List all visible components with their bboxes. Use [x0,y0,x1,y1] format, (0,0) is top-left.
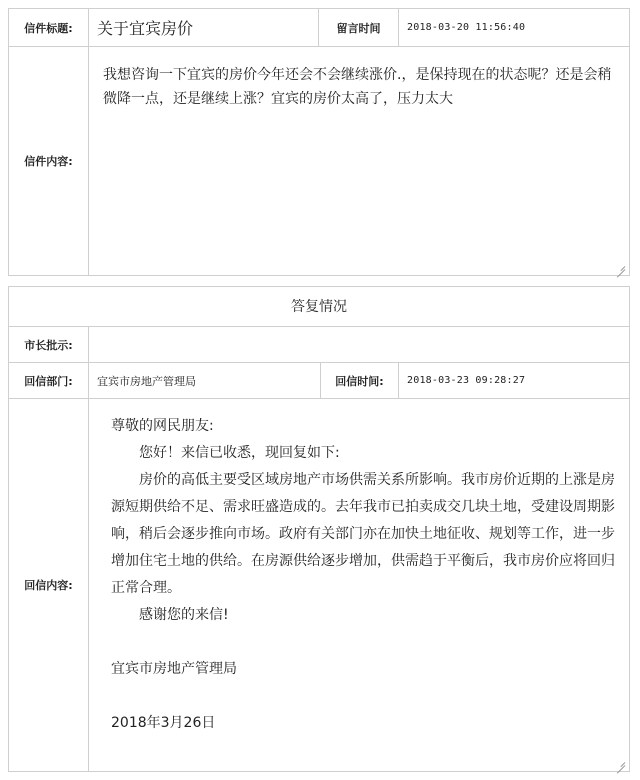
reply-time: 2018-03-23 09:28:27 [407,375,526,386]
time-label: 留言时间 [319,9,399,46]
reply-table [8,286,630,772]
reply-time-label: 回信时间: [321,363,399,398]
reply-content-label: 回信内容: [9,399,89,771]
letter-content-box[interactable] [89,47,629,275]
reply-section-title: 答复情况 [291,299,347,315]
reply-body: 房价的高低主要受区域房地产市场供需关系所影响。我市房价近期的上涨是房源短期供给不足、需求旺盛造成的。去年我市已拍卖成交几块土地，受建设周期影响，稍后会逐步推向市场。政府有关部门亦在加快土地征收、规划等工作，进一步增加住宅土地的供给。在房源供给逐步增加，供需趋于平衡后，我市房价应将回归正常合理。 [111,472,615,596]
reply-thanks: 感谢您的来信! [139,607,229,623]
resize-handle-icon[interactable] [615,261,625,271]
reply-section-header [9,287,629,327]
reply-content-box[interactable] [89,399,629,771]
reply-dept-row [9,363,629,399]
spacer [111,683,615,710]
reply-signature: 宜宾市房地产管理局 [111,661,237,677]
reply-date: 2018年3月26日 [111,715,216,731]
mayor-row [9,327,629,363]
title-label: 信件标题: [9,9,89,46]
letter-table [8,8,630,276]
letter-content: 我想咨询一下宜宾的房价今年还会不会继续涨价.，是保持现在的状态呢？还是会稍微降一点，还是继续上涨？宜宾的房价太高了，压力太大 [103,67,612,107]
reply-dept: 宜宾市房地产管理局 [89,363,321,398]
letter-title: 关于宜宾房价 [89,9,319,46]
reply-greeting: 您好！来信已收悉，现回复如下: [139,445,340,461]
reply-content-row [9,399,629,771]
reply-salutation: 尊敬的网民朋友: [111,418,214,434]
content-label: 信件内容: [9,47,89,275]
reply-content [89,399,629,747]
resize-handle-icon[interactable] [615,757,625,767]
letter-time: 2018-03-20 11:56:40 [407,22,526,33]
spacer [111,629,615,656]
mayor-value [89,327,629,362]
letter-title-row [9,9,629,47]
mayor-label: 市长批示: [9,327,89,362]
dept-label: 回信部门: [9,363,89,398]
letter-content-row [9,47,629,275]
